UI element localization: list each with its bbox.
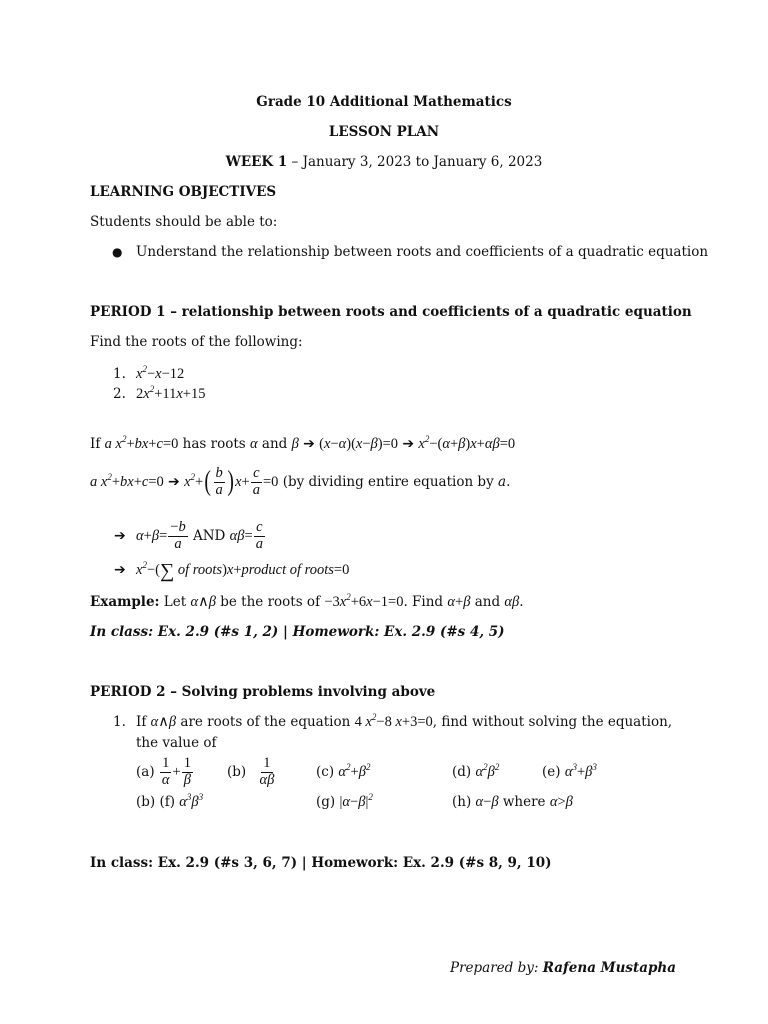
option-label: (b) (f)	[136, 794, 175, 810]
text: a	[498, 473, 507, 490]
objectives-heading: LEARNING OBJECTIVES	[90, 184, 277, 200]
option-label: (c)	[316, 764, 335, 780]
exercise-number: 2.	[113, 386, 126, 402]
week-label: WEEK 1	[225, 154, 288, 170]
example-label: Example:	[90, 594, 160, 610]
option-label: (d)	[452, 764, 472, 780]
prepared-label: Prepared by:	[450, 960, 543, 976]
option-expression: $\frac{1}{\alpha\beta}$	[259, 755, 275, 788]
text: are roots of the equation	[176, 714, 355, 730]
equation: (x−α)(x−β)=0	[319, 436, 399, 452]
equation: α+β= $\frac{-b}{a}$	[136, 519, 186, 552]
right-arrow-icon: ➔	[402, 436, 415, 452]
equation: αβ= $\frac{c}{a}$	[229, 519, 263, 552]
option-expression: $\alpha^2+\beta^2$	[338, 762, 371, 780]
option-label: (e)	[542, 764, 561, 780]
week-dates: – January 3, 2023 to January 6, 2023	[287, 154, 543, 170]
exercise-1	[113, 364, 185, 382]
period1-heading: PERIOD 1 – relationship between roots and coefficients of a quadratic equation	[90, 304, 692, 320]
text: If	[90, 436, 105, 452]
text: If	[136, 714, 151, 730]
objectives-intro: Students should be able to:	[90, 214, 278, 230]
equation: $x^2-(\sum$ of roots)x+product of roots=0	[136, 560, 350, 582]
equation: a $x^2+bx+c=0$	[90, 471, 164, 490]
document-subtitle: LESSON PLAN	[328, 124, 440, 140]
exercise-number: 1.	[113, 366, 126, 382]
general-form-line	[114, 560, 349, 583]
text: .	[506, 473, 511, 490]
prepared-by	[450, 960, 676, 976]
equation: $x^2+$( $\frac{b}{a}$ )x+ $\frac{c}{a}$ =0	[184, 465, 279, 498]
option-g	[316, 794, 373, 811]
text: Let	[159, 594, 191, 610]
question-1	[113, 712, 673, 730]
question-number: 1.	[113, 714, 126, 730]
text: , find without solving the equation,	[432, 714, 673, 730]
sum-product-line	[114, 520, 266, 553]
week-line	[0, 154, 768, 170]
objective-text: Understand the relationship between roots and coefficients of a quadratic equation	[136, 244, 709, 260]
roots-statement: If a $x^2+bx+c=0$ has roots α and β ➔ (x−α)(x−β)=0 ➔ $x^2-(\alpha+\beta)x+\alpha\beta=0$	[90, 434, 516, 452]
option-expression: α−β	[475, 794, 499, 810]
option-h: (h) α−β where α>β	[452, 794, 573, 810]
example-line: Example: Let α∧β be the roots of $-3x^2+6x-1=0$. Find α+β and αβ.	[90, 592, 524, 610]
document-title: Grade 10 Additional Mathematics	[256, 94, 512, 110]
option-label: (b)	[227, 763, 247, 780]
option-label: (a)	[136, 763, 155, 780]
text: and	[257, 436, 292, 452]
divided-equation-line	[90, 466, 510, 499]
question-text: If α∧β are roots of the equation 4 $x^2-8$ x+3=0, find without solving the equation,	[136, 712, 673, 730]
option-label: (g)	[316, 794, 336, 810]
text: . Find	[403, 594, 448, 610]
text: AND	[188, 527, 230, 544]
right-arrow-icon: ➔	[114, 562, 126, 578]
right-arrow-icon: ➔	[303, 436, 315, 452]
text: be the roots of	[215, 594, 325, 610]
option-expression: $\alpha^2\beta^2$	[475, 762, 500, 780]
option-expression: $\frac{1}{\alpha}$ + $\frac{1}{\beta}$	[161, 755, 191, 788]
text: .	[519, 594, 524, 610]
option-a	[136, 756, 194, 789]
text: of roots	[174, 562, 223, 578]
question-text-cont: the value of	[136, 735, 217, 751]
text: has roots	[178, 436, 250, 452]
author-name: Rafena Mustapha	[542, 960, 676, 976]
period2-heading: PERIOD 2 – Solving problems involving above	[90, 684, 436, 700]
option-d	[452, 764, 499, 781]
period1-assignment: In class: Ex. 2.9 (#s 1, 2) | Homework: Ex. 2.9 (#s 4, 5)	[90, 624, 505, 640]
exercise-expression: $2x^2+11x+15$	[136, 384, 206, 402]
option-expression: $\alpha^3\beta^3$	[179, 792, 204, 810]
text: and	[470, 594, 505, 610]
right-arrow-icon: ➔	[168, 473, 180, 490]
text: where	[498, 794, 550, 810]
equation: a $x^2+bx+c=0$	[104, 434, 179, 452]
option-c	[316, 764, 370, 781]
text: product of roots	[241, 562, 334, 578]
text: (by dividing entire equation by	[282, 473, 498, 490]
option-f	[136, 794, 203, 811]
exercise-expression: $x^2-x-12$	[136, 364, 185, 382]
option-b	[227, 756, 277, 789]
exercise-2	[113, 384, 206, 402]
option-expression: $|\alpha-\beta|^2$	[339, 792, 373, 810]
bullet-icon: ●	[112, 245, 123, 259]
period2-assignment: In class: Ex. 2.9 (#s 3, 6, 7) | Homework: Ex. 2.9 (#s 8, 9, 10)	[90, 855, 552, 871]
objective-item	[112, 244, 709, 260]
option-label: (h)	[452, 794, 472, 810]
period1-prompt: Find the roots of the following:	[90, 334, 303, 350]
option-e	[542, 764, 597, 781]
option-expression: $\alpha^3+\beta^3$	[564, 762, 597, 780]
right-arrow-icon: ➔	[114, 527, 126, 544]
equation: $x^2-(\alpha+\beta)x+\alpha\beta=0$	[418, 434, 516, 452]
